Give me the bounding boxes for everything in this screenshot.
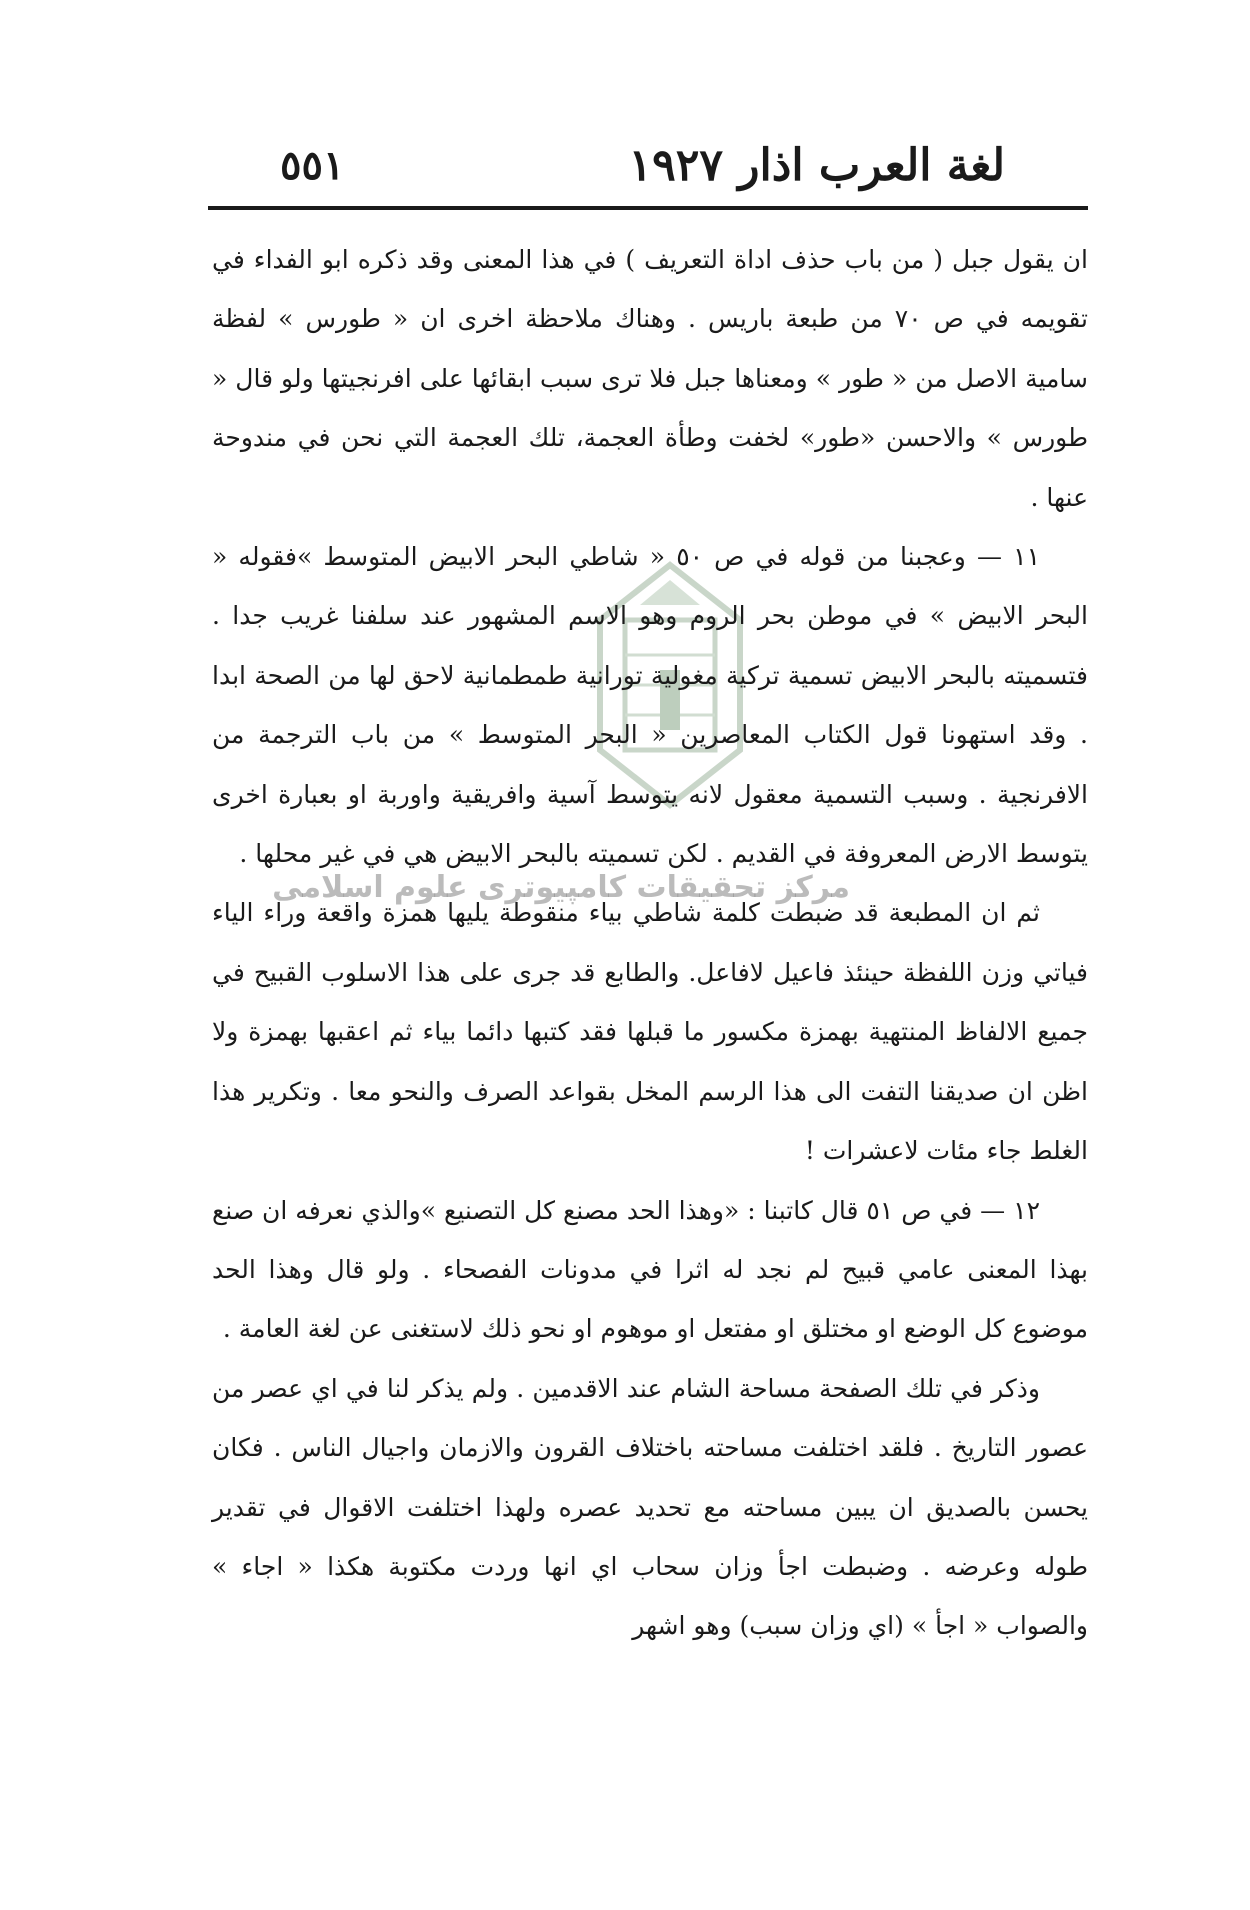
- running-header: [205, 140, 1085, 200]
- paragraph-4: ١٢ — في ص ٥١ قال كاتبنا : «وهذا الحد مصنع كل التصنيع »والذي نعرفه ان صنع بهذا المعنى عامي قبيح لم نجد له اثرا في مدونات الفصحاء . ولو قال وهذا الحد موضوع كل الوضع او مختلق او مفتعل او موهوم او نحو ذلك لاستغنى عن لغة العامة .: [212, 1195, 1088, 1344]
- body-text: [212, 230, 1088, 1656]
- page-number: ٥٥١: [280, 142, 345, 189]
- header-rule: [208, 206, 1088, 210]
- paragraph-5: وذكر في تلك الصفحة مساحة الشام عند الاقدمين . ولم يذكر لنا في اي عصر من عصور التاريخ . فلقد اختلفت مساحته باختلاف القرون والازمان واجيال الناس . فكان يحسن بالصديق ان يبين مساحته مع تحديد عصره ولهذا اختلفت الاقوال في تقدير طوله وعرضه . وضبطت اجأ وزان سحاب اي انها وردت مكتوبة هكذا « اجاء » والصواب « اجأ » (اي وزان سبب) وهو اشهر: [212, 1373, 1088, 1641]
- paragraph-3: ثم ان المطبعة قد ضبطت كلمة شاطي بياء منقوطة يليها همزة واقعة وراء الياء فياتي وزن اللفظة حينئذ فاعيل لافاعل. والطابع قد جرى على هذا الاسلوب القبيح في جميع الالفاظ المنتهية بهمزة مكسور ما قبلها فقد كتبها دائما بياء ثم اعقبها بهمزة ولا اظن ان صديقنا التفت الى هذا الرسم المخل بقواعد الصرف والنحو معا . وتكرير هذا الغلط جاء مئات لاعشرات !: [212, 898, 1088, 1166]
- journal-title: لغة العرب اذار ١٩٢٧: [628, 140, 1005, 191]
- watermark-text: مرکز تحقیقات کامپیوتری علوم اسلامی: [272, 870, 850, 905]
- paragraph-1: ان يقول جبل ( من باب حذف اداة التعريف ) في هذا المعنى وقد ذكره ابو الفداء في تقويمه في ص ٧٠ من طبعة باريس . وهناك ملاحظة اخرى ان « طورس » لفظة سامية الاصل من « طور » ومعناها جبل فلا ترى سبب ابقائها على افرنجيتها ولو قال « طورس » والاحسن «طور» لخفت وطأة العجمة، تلك العجمة التي نحن في مندوحة عنها .: [212, 245, 1089, 512]
- paragraph-2: ١١ — وعجبنا من قوله في ص ٥٠ « شاطي البحر الابيض المتوسط »فقوله « البحر الابيض » في موطن بحر الروم وهو الاسم المشهور عند سلفنا غريب جدا . فتسميته بالبحر الابيض تسمية تركية مغولية تورانية طمطمانية لاحق لها من الصحة ابدا . وقد استهونا قول الكتاب المعاصرين « البحر المتوسط » من باب الترجمة من الافرنجية . وسبب التسمية معقول لانه يتوسط آسية وافريقية واوربة او بعبارة اخرى يتوسط الارض المعروفة في القديم . لكن تسميته بالبحر الابيض هي في غير محلها .: [212, 542, 1088, 869]
